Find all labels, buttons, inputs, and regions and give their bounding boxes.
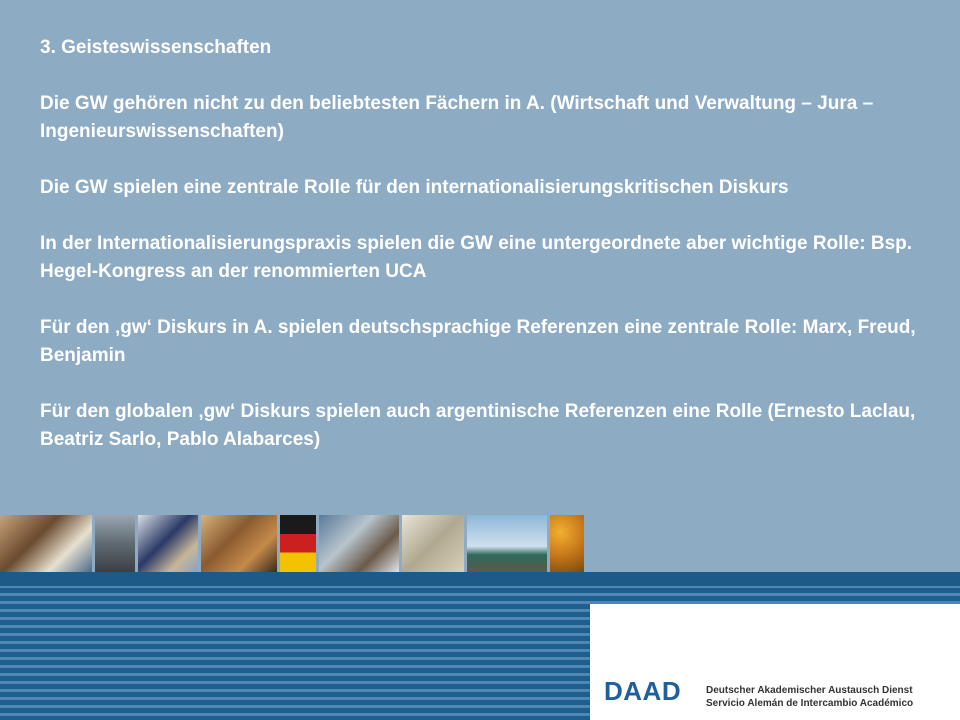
photo-passport [138,515,198,572]
photo-german-flag [280,515,316,572]
daad-logo-mark: DAAD [604,676,682,706]
photo-brandenburg-gate [95,515,135,572]
paragraph-2: Die GW spielen eine zentrale Rolle für den internationalisierungskritischen Diskurs [40,177,789,198]
photo-lighthouse [467,515,547,572]
photo-honeycomb [550,515,584,572]
photo-strip [0,515,590,572]
daad-logo-text [706,684,913,710]
slide-content [40,34,955,482]
daad-logo-line-german: Deutscher Akademischer Austausch Dienst [706,685,913,696]
paragraph-1: Die GW gehören nicht zu den beliebtesten Fächern in A. (Wirtschaft und Verwaltung – Jura – Ingenieurswissenschaften) [40,93,874,142]
daad-logo-box [590,604,960,720]
daad-logo-line-spanish: Servicio Alemán de Intercambio Académico [706,698,914,709]
photo-workers [319,515,399,572]
paragraph-5: Für den globalen ‚gw‘ Diskurs spielen auch argentinische Referenzen eine Rolle (Ernesto Laclau, Beatriz Sarlo, Pablo Alabarces) [40,401,916,450]
paragraph-4: Für den ‚gw‘ Diskurs in A. spielen deutschsprachige Referenzen eine zentrale Rolle: Marx, Freud, Benjamin [40,317,916,366]
photo-students-2 [201,515,277,572]
slide-heading: 3. Geisteswissenschaften [40,37,272,58]
photo-students-1 [0,515,92,572]
paragraph-3: In der Internationalisierungspraxis spielen die GW eine untergeordnete aber wichtige Rolle: Bsp. Hegel-Kongress an der renommierten UCA [40,233,913,282]
footer-stripes-top [0,572,960,586]
photo-statue [402,515,464,572]
